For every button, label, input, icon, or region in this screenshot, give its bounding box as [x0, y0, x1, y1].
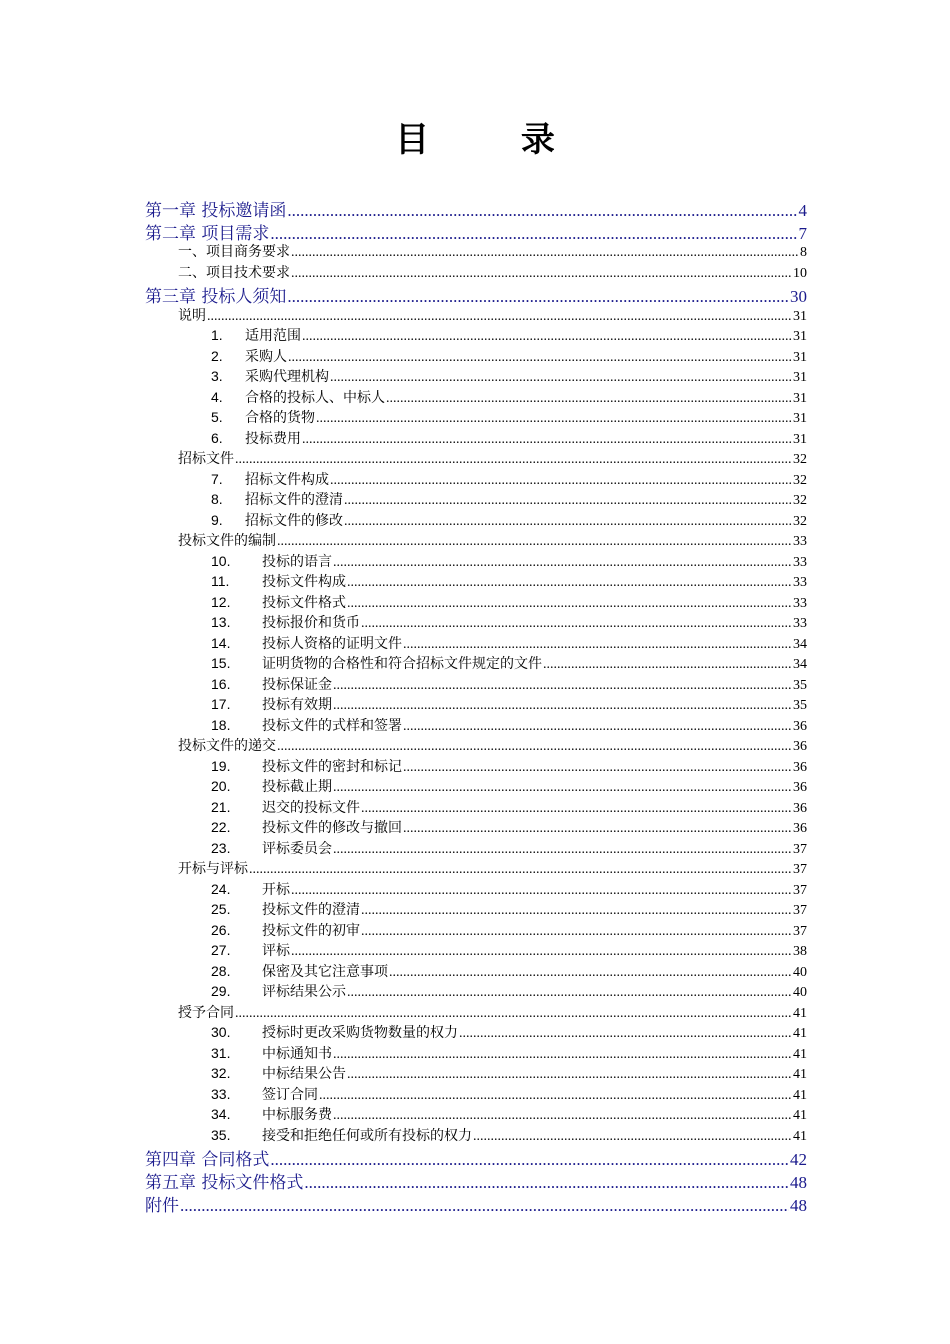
toc-page-number: 37: [793, 841, 807, 857]
dot-leader: [302, 329, 792, 345]
toc-entry-number: 19.: [211, 757, 231, 774]
toc-page-number: 48: [790, 1172, 807, 1192]
toc-entry-label: 授予合同: [178, 1004, 234, 1021]
toc-entry-label: [211, 817, 402, 837]
toc-entry-text: 投标费用: [245, 430, 301, 447]
dot-leader: [386, 391, 792, 407]
toc-entry-text: 授标时更改采购货物数量的权力: [262, 1025, 458, 1042]
dot-leader: [277, 739, 792, 755]
toc-item-entry[interactable]: [211, 633, 807, 653]
toc-entry-text: 开标: [262, 881, 290, 898]
toc-item-entry[interactable]: [211, 1043, 807, 1063]
toc-entry-label: [211, 1063, 346, 1083]
toc-entry-text: 投标人资格的证明文件: [262, 635, 402, 652]
toc-page-number: 33: [793, 554, 807, 570]
toc-page-number: 37: [793, 923, 807, 939]
toc-entry-label: [211, 551, 332, 571]
toc-item-entry[interactable]: [211, 592, 807, 612]
toc-entry-text: 投标的语言: [262, 553, 332, 570]
toc-entry-text: 招标文件的修改: [245, 512, 343, 529]
dot-leader: [403, 719, 792, 735]
toc-entry-text: 投标保证金: [262, 676, 332, 693]
dot-leader: [361, 924, 792, 940]
toc-page-number: 41: [793, 1026, 807, 1042]
toc-entry-text: 投标文件的澄清: [262, 902, 360, 919]
toc-section-entry[interactable]: [178, 448, 807, 468]
dot-leader: [235, 452, 792, 468]
toc-entry-number: 33.: [211, 1085, 231, 1102]
toc-entry-label: [211, 325, 301, 345]
toc-entry-label: [211, 961, 388, 981]
toc-item-entry[interactable]: [211, 387, 807, 407]
dot-leader: [207, 309, 792, 325]
toc-section-entry[interactable]: [178, 1002, 807, 1022]
toc-page-number: 41: [793, 1005, 807, 1021]
toc-entry-number: 23.: [211, 839, 231, 856]
toc-chapter-entry[interactable]: [145, 1168, 807, 1193]
toc-entry-label: [211, 797, 360, 817]
toc-page-number: 36: [793, 821, 807, 837]
toc-entry-label: 投标文件的递交: [178, 738, 276, 755]
dot-leader: [288, 350, 792, 366]
dot-leader: [333, 842, 792, 858]
toc-entry-number: 8.: [211, 491, 223, 508]
toc-entry-label: [211, 407, 315, 427]
toc-entry-label: 附件: [145, 1195, 179, 1216]
toc-entry-text: 评标委员会: [262, 840, 332, 857]
toc-entry-text: 投标文件的密封和标记: [262, 758, 402, 775]
toc-page-number: 38: [793, 944, 807, 960]
toc-entry-label: 说明: [178, 307, 206, 324]
toc-entry-label: 招标文件: [178, 451, 234, 468]
toc-page-number: 33: [793, 616, 807, 632]
toc-item-entry[interactable]: [211, 756, 807, 776]
toc-page-number: 31: [793, 370, 807, 386]
toc-entry-text: 投标有效期: [262, 697, 332, 714]
toc-item-entry[interactable]: [211, 1125, 807, 1145]
toc-page-number: 35: [793, 677, 807, 693]
toc-entry-label: 第三章 投标人须知: [145, 287, 287, 308]
toc-page-number: 32: [793, 452, 807, 468]
toc-item-entry[interactable]: [211, 797, 807, 817]
toc-chapter-entry[interactable]: [145, 1145, 807, 1171]
toc-entry-label: 第一章 投标邀请函: [145, 201, 287, 221]
dot-leader: [333, 678, 792, 694]
toc-page-number: 36: [793, 780, 807, 796]
toc-item-entry[interactable]: [211, 1063, 807, 1083]
toc-item-entry[interactable]: [211, 469, 807, 489]
toc-item-entry[interactable]: [211, 366, 807, 386]
toc-item-entry[interactable]: [211, 776, 807, 796]
toc-entry-label: [211, 756, 402, 776]
toc-page-number: 10: [793, 265, 807, 281]
toc-entry-number: 6.: [211, 429, 223, 446]
toc-entry-number: 5.: [211, 409, 223, 426]
dot-leader: [344, 514, 792, 530]
toc-entry-label: 一、项目商务要求: [178, 244, 290, 261]
toc-item-entry[interactable]: [211, 551, 807, 571]
toc-entry-number: 7.: [211, 470, 223, 487]
toc-item-entry[interactable]: [211, 961, 807, 981]
toc-entry-text: 投标文件构成: [262, 574, 346, 591]
toc-entry-label: [211, 633, 402, 653]
toc-item-entry[interactable]: [211, 899, 807, 919]
toc-entry-label: [211, 1022, 458, 1042]
toc-entry-label: [211, 879, 290, 899]
toc-entry-number: 29.: [211, 983, 231, 1000]
toc-entry-text: 证明货物的合格性和符合招标文件规定的文件: [262, 656, 542, 673]
toc-section-entry[interactable]: [178, 262, 807, 282]
toc-entry-label: [211, 838, 332, 858]
dot-leader: [333, 780, 792, 796]
toc-entry-number: 3.: [211, 368, 223, 385]
toc-entry-label: [211, 899, 360, 919]
toc-page-number: 42: [790, 1150, 807, 1170]
toc-page-number: 41: [793, 1108, 807, 1124]
toc-page-number: 4: [798, 201, 807, 220]
toc-section-entry[interactable]: [178, 305, 807, 325]
toc-entry-label: 第五章 投标文件格式: [145, 1172, 304, 1193]
toc-page-number: 31: [793, 411, 807, 427]
toc-page-number: 31: [793, 390, 807, 406]
toc-entry-number: 35.: [211, 1126, 231, 1143]
toc-entry-label: [211, 940, 290, 960]
toc-entry-label: [211, 489, 343, 509]
toc-entry-text: 接受和拒绝任何或所有投标的权力: [262, 1127, 472, 1144]
toc-item-entry[interactable]: [211, 428, 807, 448]
toc-page-number: 33: [793, 575, 807, 591]
toc-page-number: 31: [793, 431, 807, 447]
toc-page-number: 48: [790, 1195, 807, 1215]
toc-entry-text: 中标通知书: [262, 1045, 332, 1062]
toc-entry-number: 25.: [211, 901, 231, 918]
toc-entry-number: 17.: [211, 696, 231, 713]
toc-page-number: 8: [800, 245, 807, 261]
toc-page-number: 37: [793, 903, 807, 919]
toc-item-entry[interactable]: [211, 838, 807, 858]
toc-item-entry[interactable]: [211, 715, 807, 735]
toc-entry-label: [211, 674, 332, 694]
dot-leader: [403, 821, 792, 837]
dot-leader: [291, 266, 792, 282]
toc-page-number: 30: [790, 287, 807, 307]
toc-section-entry[interactable]: [178, 530, 807, 550]
toc-entry-number: 27.: [211, 942, 231, 959]
toc-entry-label: [211, 920, 360, 940]
toc-entry-number: 28.: [211, 962, 231, 979]
toc-page-number: 33: [793, 534, 807, 550]
dot-leader: [180, 1196, 789, 1216]
toc-page-number: 36: [793, 759, 807, 775]
dot-leader: [291, 245, 799, 261]
toc-entry-number: 10.: [211, 552, 231, 569]
toc-entry-text: 投标文件的初审: [262, 922, 360, 939]
toc-entry-number: 11.: [211, 573, 230, 590]
dot-leader: [361, 616, 792, 632]
toc-page-number: 31: [793, 329, 807, 345]
toc-item-entry[interactable]: [211, 653, 807, 673]
toc-entry-text: 评标结果公示: [262, 984, 346, 1001]
toc-entry-label: [211, 592, 346, 612]
toc-item-entry[interactable]: [211, 1084, 807, 1104]
toc-entry-number: 30.: [211, 1024, 231, 1041]
dot-leader: [459, 1026, 792, 1042]
toc-entry-number: 15.: [211, 655, 231, 672]
toc-item-entry[interactable]: [211, 510, 807, 530]
toc-entry-number: 4.: [211, 388, 223, 405]
dot-leader: [333, 555, 792, 571]
toc-entry-label: 第二章 项目需求: [145, 223, 270, 244]
dot-leader: [235, 1006, 792, 1022]
toc-section-entry[interactable]: [178, 735, 807, 755]
dot-leader: [347, 985, 792, 1001]
toc-entry-text: 采购代理机构: [245, 369, 329, 386]
toc-page-number: 32: [793, 472, 807, 488]
toc-entry-number: 24.: [211, 880, 231, 897]
toc-entry-label: [211, 1043, 332, 1063]
toc-item-entry[interactable]: [211, 920, 807, 940]
toc-page-number: 35: [793, 698, 807, 714]
toc-entry-number: 22.: [211, 819, 231, 836]
toc-entry-text: 中标结果公告: [262, 1066, 346, 1083]
toc-entry-text: 迟交的投标文件: [262, 799, 360, 816]
toc-page-number: 33: [793, 595, 807, 611]
dot-leader: [473, 1129, 792, 1145]
toc-page-number: 37: [793, 882, 807, 898]
toc-entry-label: [211, 653, 542, 673]
toc-page-number: 31: [793, 349, 807, 365]
toc-entry-text: 投标文件的修改与撤回: [262, 820, 402, 837]
dot-leader: [403, 637, 792, 653]
dot-leader: [291, 883, 792, 899]
toc-page-number: 41: [793, 1128, 807, 1144]
toc-entry-label: 开标与评标: [178, 861, 248, 878]
dot-leader: [403, 760, 792, 776]
toc-entry-number: 14.: [211, 634, 231, 651]
toc-chapter-entry[interactable]: [145, 196, 807, 221]
toc-entry-label: [211, 366, 329, 386]
dot-leader: [347, 1067, 792, 1083]
toc-page-number: 41: [793, 1087, 807, 1103]
toc-page-number: 36: [793, 739, 807, 755]
toc-item-entry[interactable]: [211, 325, 807, 345]
toc-entry-label: [211, 1125, 472, 1145]
toc-entry-text: 投标文件的式样和签署: [262, 717, 402, 734]
dot-leader: [316, 411, 792, 427]
dot-leader: [361, 801, 792, 817]
toc-page-number: 31: [793, 308, 807, 324]
toc-entry-number: 32.: [211, 1065, 231, 1082]
toc-item-entry[interactable]: [211, 1104, 807, 1124]
dot-leader: [333, 1108, 792, 1124]
toc-entry-text: 评标: [262, 943, 290, 960]
toc-entry-label: [211, 1104, 332, 1124]
toc-entry-label: [211, 694, 332, 714]
toc-page-number: 41: [793, 1046, 807, 1062]
dot-leader: [319, 1088, 792, 1104]
toc-item-entry[interactable]: [211, 981, 807, 1001]
toc-item-entry[interactable]: [211, 1022, 807, 1042]
toc-entry-text: 签订合同: [262, 1086, 318, 1103]
toc-entry-text: 采购人: [245, 348, 287, 365]
toc-entry-label: 第四章 合同格式: [145, 1150, 270, 1171]
toc-entry-label: [211, 469, 329, 489]
toc-section-entry[interactable]: [178, 858, 807, 878]
toc-entry-number: 18.: [211, 716, 231, 733]
toc-page-number: 34: [793, 657, 807, 673]
toc-entry-label: [211, 428, 301, 448]
toc-entry-label: [211, 715, 402, 735]
dot-leader: [347, 596, 792, 612]
toc-entry-label: [211, 981, 346, 1001]
toc-page-number: 32: [793, 513, 807, 529]
toc-entry-number: 20.: [211, 778, 231, 795]
toc-item-entry[interactable]: [211, 674, 807, 694]
toc-entry-label: [211, 387, 385, 407]
toc-item-entry[interactable]: [211, 879, 807, 899]
dot-leader: [347, 575, 792, 591]
toc-page-number: 36: [793, 800, 807, 816]
toc-section-entry[interactable]: [178, 241, 807, 261]
toc-entry-text: 合格的投标人、中标人: [245, 389, 385, 406]
dot-leader: [333, 698, 792, 714]
toc-title: 目 录: [395, 120, 595, 160]
dot-leader: [302, 432, 792, 448]
toc-entry-number: 31.: [211, 1044, 231, 1061]
toc-item-entry[interactable]: [211, 940, 807, 960]
toc-entry-label: 二、项目技术要求: [178, 264, 290, 281]
dot-leader: [249, 862, 792, 878]
toc-entry-label: [211, 346, 287, 366]
toc-entry-number: 26.: [211, 921, 231, 938]
dot-leader: [389, 965, 792, 981]
toc-item-entry[interactable]: [211, 346, 807, 366]
toc-entry-text: 投标截止期: [262, 779, 332, 796]
toc-entry-text: 招标文件的澄清: [245, 492, 343, 509]
dot-leader: [330, 370, 792, 386]
toc-item-entry[interactable]: [211, 407, 807, 427]
toc-page-number: 36: [793, 718, 807, 734]
toc-entry-label: [211, 510, 343, 530]
toc-entry-number: 9.: [211, 511, 223, 528]
toc-entry-text: 招标文件构成: [245, 471, 329, 488]
dot-leader: [344, 493, 792, 509]
toc-item-entry[interactable]: [211, 817, 807, 837]
toc-entry-number: 13.: [211, 614, 231, 631]
toc-entry-number: 16.: [211, 675, 231, 692]
toc-page-number: 40: [793, 964, 807, 980]
toc-entry-number: 1.: [211, 327, 223, 344]
toc-entry-text: 投标文件格式: [262, 594, 346, 611]
dot-leader: [333, 1047, 792, 1063]
dot-leader: [543, 657, 792, 673]
dot-leader: [291, 944, 792, 960]
toc-entry-text: 保密及其它注意事项: [262, 963, 388, 980]
toc-item-entry[interactable]: [211, 571, 807, 591]
toc-page-number: 34: [793, 636, 807, 652]
toc-item-entry[interactable]: [211, 489, 807, 509]
toc-page-number: 32: [793, 493, 807, 509]
toc-entry-number: 21.: [211, 798, 231, 815]
dot-leader: [330, 473, 792, 489]
toc-item-entry[interactable]: [211, 612, 807, 632]
toc-entry-text: 中标服务费: [262, 1107, 332, 1124]
toc-entry-label: [211, 571, 346, 591]
toc-entry-label: 投标文件的编制: [178, 533, 276, 550]
toc-entry-label: [211, 776, 332, 796]
toc-entry-number: 2.: [211, 347, 223, 364]
dot-leader: [361, 903, 792, 919]
toc-entry-text: 合格的货物: [245, 410, 315, 427]
toc-chapter-entry[interactable]: [145, 219, 807, 244]
toc-entry-text: 适用范围: [245, 328, 301, 345]
toc-page-number: 7: [798, 223, 807, 243]
toc-page-number: 37: [793, 862, 807, 878]
toc-item-entry[interactable]: [211, 694, 807, 714]
toc-entry-number: 12.: [211, 593, 231, 610]
dot-leader: [277, 534, 792, 550]
toc-page-number: 40: [793, 985, 807, 1001]
toc-entry-label: [211, 612, 360, 632]
toc-entry-number: 34.: [211, 1106, 231, 1123]
toc-page-number: 41: [793, 1067, 807, 1083]
toc-entry-text: 投标报价和货币: [262, 615, 360, 632]
toc-chapter-entry[interactable]: [145, 282, 807, 308]
toc-chapter-entry[interactable]: [145, 1191, 807, 1216]
toc-entry-label: [211, 1084, 318, 1104]
